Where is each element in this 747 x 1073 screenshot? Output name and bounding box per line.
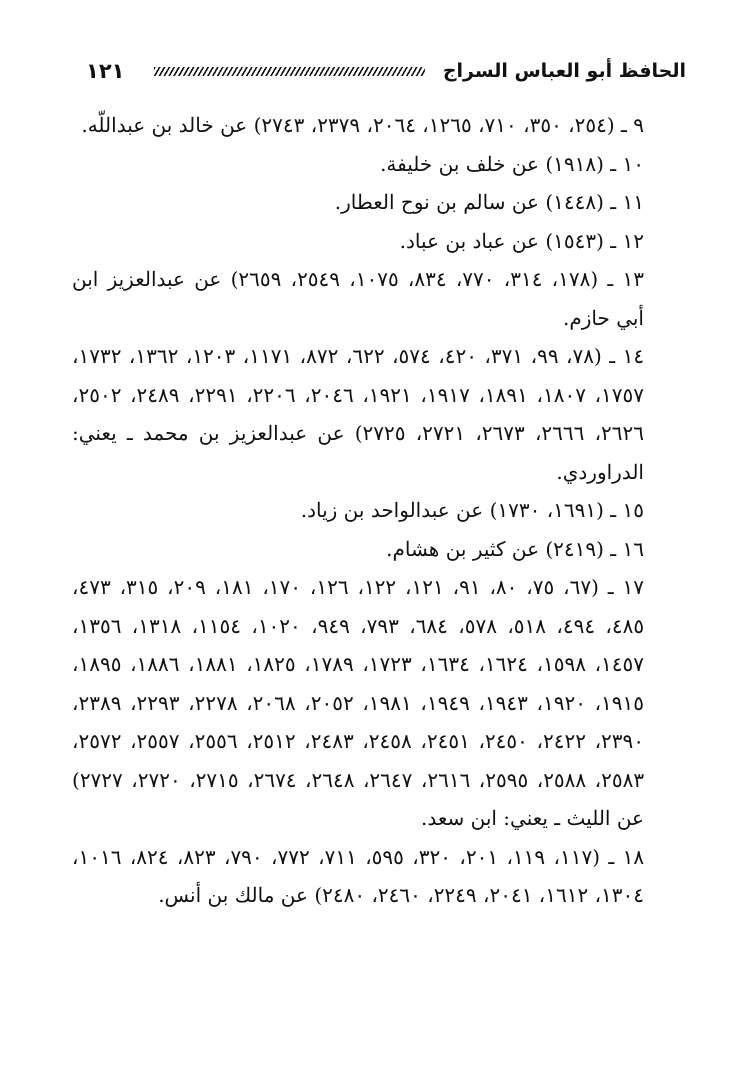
narrator-entry-15: ١٥ ـ (١٦٩١، ١٧٣٠) عن عبدالواحد بن زياد. (300, 498, 644, 522)
narrator-entry-13: ١٣ ـ (١٧٨، ٣١٤، ٧٧٠، ٨٣٤، ١٠٧٥، ٢٥٤٩، ٢٦٥٩) عن عبدالعزيز ابن أبي حازم. (72, 267, 644, 330)
running-header (86, 54, 686, 88)
narrator-entry-10: ١٠ ـ (١٩١٨) عن خلف بن خليفة. (380, 151, 644, 176)
page-body (72, 106, 684, 915)
header-rule (154, 67, 424, 76)
narrator-entry-11: ١١ ـ (١٤٤٨) عن سالم بن نوح العطار. (334, 190, 644, 214)
narrator-entry-14: ١٤ ـ (٧٨، ٩٩، ٣٧١، ٤٢٠، ٥٧٤، ٦٢٢، ٨٧٢، ١١٧١، ١٢٠٣، ١٣٦٢، ١٧٣٢، ١٧٥٧، ١٨٠٧، ١٨٩١، ١٩١٧، ١٩٢١، ٢٠٤٦، ٢٢٠٦، ٢٢٩١، ٢٤٨٩، ٢٥٠٢، ٢٦٢٦، ٢٦٦٦، ٢٦٧٣، ٢٧٢١، ٢٧٢٥) عن عبدالعزيز بن محمد ـ يعني: الدراوردي. (72, 344, 645, 484)
narrator-entry-9: ٩ ـ (٢٥٤، ٣٥٠، ٧١٠، ١٢٦٥، ٢٠٦٤، ٢٣٧٩، ٢٧٤٣) عن خالد بن عبداللّه. (81, 113, 644, 137)
narrator-entry-17: ١٧ ـ (٦٧، ٧٥، ٨٠، ٩١، ١٢١، ١٢٢، ١٢٦، ١٧٠، ١٨١، ٢٠٩، ٣١٥، ٤٧٣، ٤٨٥، ٤٩٤، ٥١٨، ٥٧٨، ٦٨٤، ٧٩٣، ٩٤٩، ١٠٢٠، ١١٥٤، ١٣١٨، ١٣٥٦، ١٤٥٧، ١٥٩٨، ١٦٢٤، ١٦٣٤، ١٧٢٣، ١٧٨٩، ١٨٢٥، ١٨٨١، ١٨٨٦، ١٨٩٥، ١٩١٥، ١٩٢٠، ١٩٤٣، ١٩٤٩، ١٩٨١، ٢٠٥٢، ٢٠٦٨، ٢٢٧٨، ٢٢٩٣، ٢٣٨٩، ٢٣٩٠، ٢٤٢٢، ٢٤٥٠، ٢٤٥١، ٢٤٥٨، ٢٤٨٣، ٢٥١٢، ٢٥٥٦، ٢٥٥٧، ٢٥٧٢، ٢٥٨٣، ٢٥٨٨، ٢٥٩٥، ٢٦١٦، ٢٦٤٧، ٢٦٤٨، ٢٦٧٤، ٢٧١٥، ٢٧٢٠، ٢٧٢٧) عن الليث ـ يعني: ابن سعد. (72, 575, 645, 830)
narrator-entry-12: ١٢ ـ (١٥٤٣) عن عباد بن عباد. (399, 228, 644, 253)
page-number: ١٢١ (86, 58, 125, 83)
header-title: الحافظ أبو العباس السراج (442, 59, 686, 82)
narrator-entry-16: ١٦ ـ (٢٤١٩) عن كثير بن هشام. (386, 536, 644, 561)
narrator-entry-18: ١٨ ـ (١١٧، ١١٩، ٢٠١، ٣٢٠، ٥٩٥، ٧١١، ٧٧٢، ٧٩٠، ٨٢٣، ٨٢٤، ١٠١٦، ١٣٠٤، ١٦١٢، ٢٠٤١، ٢٢٤٩، ٢٤٦٠، ٢٤٨٠) عن مالك بن أنس. (72, 844, 645, 907)
